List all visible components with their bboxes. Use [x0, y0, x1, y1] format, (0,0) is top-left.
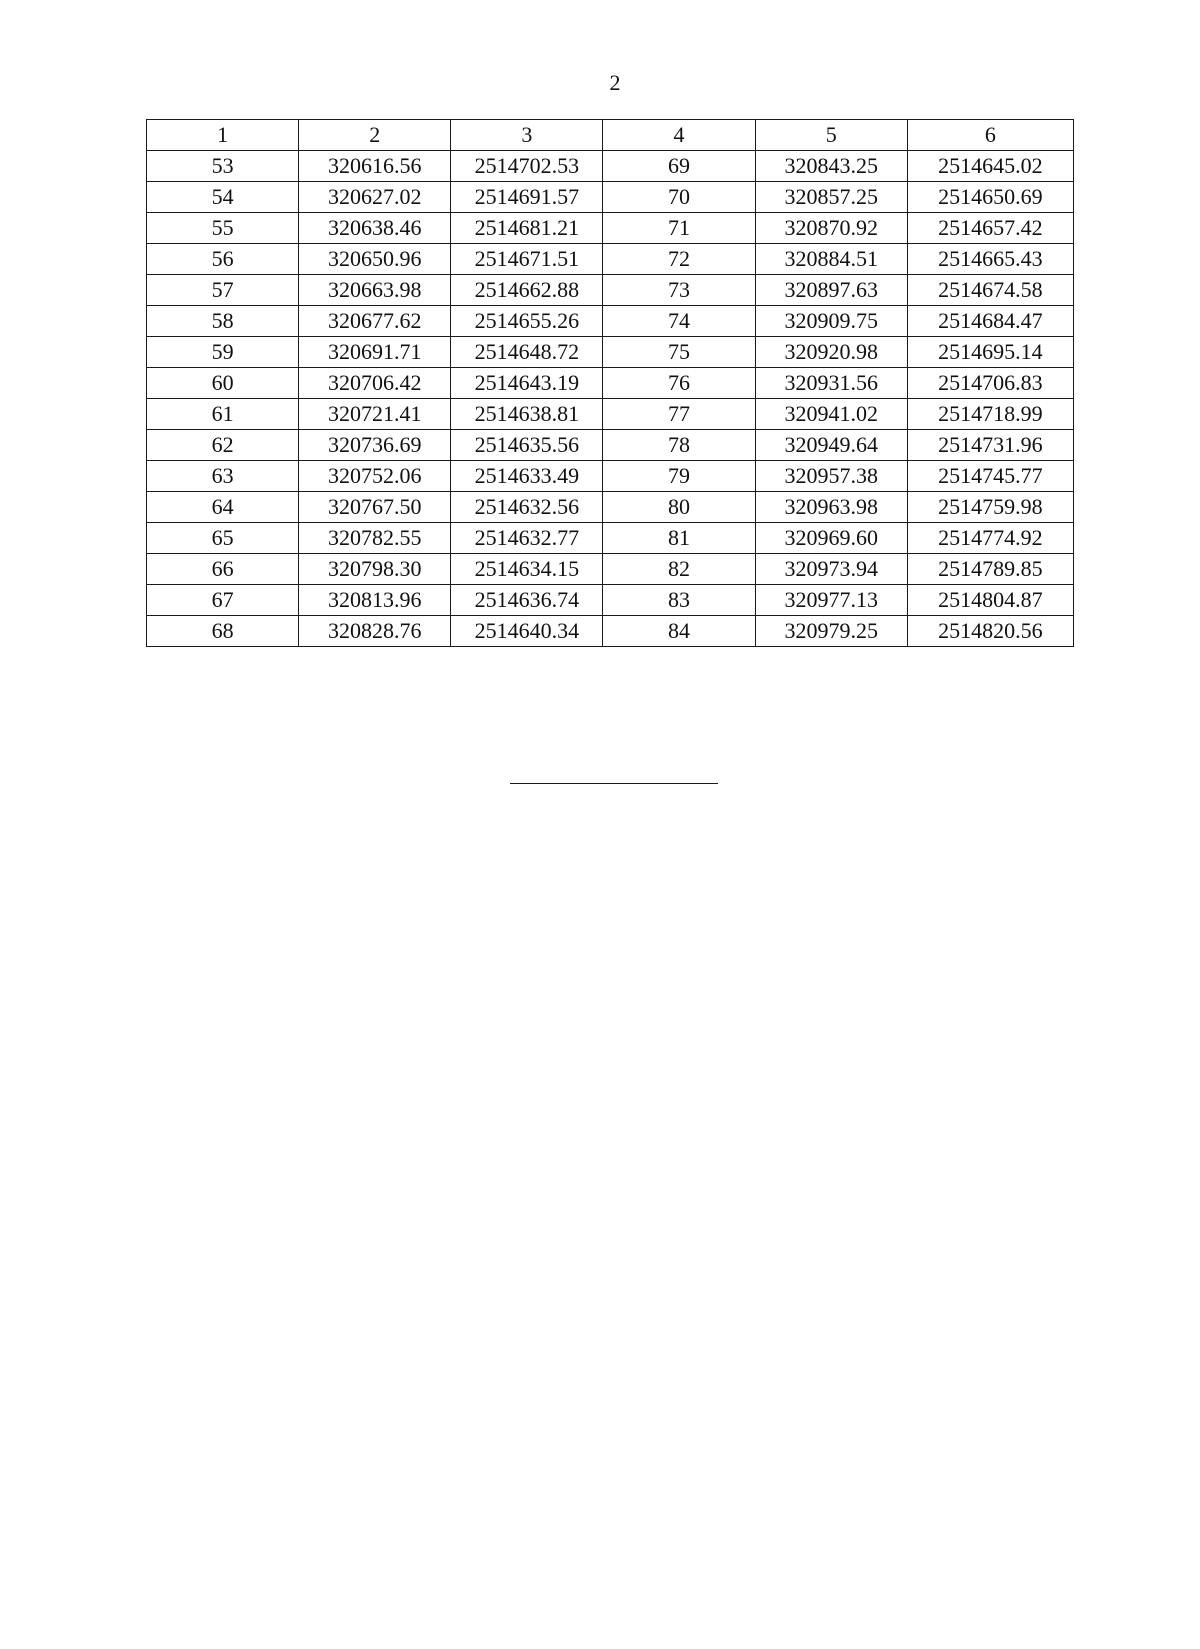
table-cell: 83	[603, 585, 755, 616]
coordinates-table-container	[146, 119, 1074, 647]
table-row	[147, 585, 1074, 616]
table-cell: 320767.50	[299, 492, 451, 523]
table-cell: 69	[603, 151, 755, 182]
table-row	[147, 368, 1074, 399]
table-cell: 320857.25	[755, 182, 907, 213]
table-cell: 320782.55	[299, 523, 451, 554]
table-cell: 2514636.74	[451, 585, 603, 616]
page-number: 2	[609, 70, 621, 95]
column-header: 6	[907, 120, 1073, 151]
table-cell: 2514632.77	[451, 523, 603, 554]
table-cell: 320920.98	[755, 337, 907, 368]
table-cell: 2514657.42	[907, 213, 1073, 244]
table-cell: 79	[603, 461, 755, 492]
end-divider-line	[510, 783, 718, 784]
table-cell: 2514731.96	[907, 430, 1073, 461]
table-cell: 320650.96	[299, 244, 451, 275]
table-cell: 320627.02	[299, 182, 451, 213]
table-cell: 60	[147, 368, 299, 399]
table-cell: 2514643.19	[451, 368, 603, 399]
table-cell: 320957.38	[755, 461, 907, 492]
table-cell: 320870.92	[755, 213, 907, 244]
table-cell: 70	[603, 182, 755, 213]
table-cell: 2514671.51	[451, 244, 603, 275]
table-cell: 2514665.43	[907, 244, 1073, 275]
table-cell: 320691.71	[299, 337, 451, 368]
table-cell: 75	[603, 337, 755, 368]
table-cell: 2514648.72	[451, 337, 603, 368]
table-cell: 2514632.56	[451, 492, 603, 523]
table-cell: 320931.56	[755, 368, 907, 399]
table-cell: 63	[147, 461, 299, 492]
table-row	[147, 275, 1074, 306]
table-cell: 2514635.56	[451, 430, 603, 461]
table-cell: 2514640.34	[451, 616, 603, 647]
column-header: 5	[755, 120, 907, 151]
table-cell: 320977.13	[755, 585, 907, 616]
table-cell: 2514820.56	[907, 616, 1073, 647]
table-cell: 320706.42	[299, 368, 451, 399]
table-cell: 320843.25	[755, 151, 907, 182]
table-cell: 320884.51	[755, 244, 907, 275]
table-cell: 72	[603, 244, 755, 275]
table-cell: 2514774.92	[907, 523, 1073, 554]
table-cell: 2514759.98	[907, 492, 1073, 523]
table-cell: 2514684.47	[907, 306, 1073, 337]
table-cell: 2514706.83	[907, 368, 1073, 399]
table-cell: 320828.76	[299, 616, 451, 647]
table-row	[147, 616, 1074, 647]
table-cell: 62	[147, 430, 299, 461]
table-cell: 320638.46	[299, 213, 451, 244]
table-cell: 2514702.53	[451, 151, 603, 182]
table-cell: 2514650.69	[907, 182, 1073, 213]
table-cell: 68	[147, 616, 299, 647]
table-cell: 2514691.57	[451, 182, 603, 213]
table-cell: 58	[147, 306, 299, 337]
table-cell: 2514695.14	[907, 337, 1073, 368]
table-cell: 320813.96	[299, 585, 451, 616]
table-cell: 2514633.49	[451, 461, 603, 492]
table-body	[147, 151, 1074, 647]
table-cell: 320677.62	[299, 306, 451, 337]
table-cell: 320663.98	[299, 275, 451, 306]
table-cell: 65	[147, 523, 299, 554]
table-cell: 320721.41	[299, 399, 451, 430]
column-header: 4	[603, 120, 755, 151]
table-cell: 2514804.87	[907, 585, 1073, 616]
table-cell: 2514718.99	[907, 399, 1073, 430]
table-cell: 2514645.02	[907, 151, 1073, 182]
table-cell: 2514674.58	[907, 275, 1073, 306]
table-row	[147, 492, 1074, 523]
table-row	[147, 337, 1074, 368]
table-cell: 320897.63	[755, 275, 907, 306]
table-cell: 320973.94	[755, 554, 907, 585]
table-cell: 55	[147, 213, 299, 244]
table-cell: 320963.98	[755, 492, 907, 523]
table-row	[147, 213, 1074, 244]
table-cell: 53	[147, 151, 299, 182]
table-cell: 56	[147, 244, 299, 275]
table-cell: 78	[603, 430, 755, 461]
table-cell: 2514638.81	[451, 399, 603, 430]
table-cell: 67	[147, 585, 299, 616]
table-row	[147, 399, 1074, 430]
table-row	[147, 554, 1074, 585]
table-cell: 2514634.15	[451, 554, 603, 585]
column-header: 2	[299, 120, 451, 151]
table-row	[147, 182, 1074, 213]
table-row	[147, 523, 1074, 554]
table-row	[147, 244, 1074, 275]
table-cell: 320798.30	[299, 554, 451, 585]
table-row	[147, 430, 1074, 461]
table-cell: 2514681.21	[451, 213, 603, 244]
table-cell: 77	[603, 399, 755, 430]
table-cell: 73	[603, 275, 755, 306]
table-cell: 320616.56	[299, 151, 451, 182]
table-cell: 320909.75	[755, 306, 907, 337]
table-row	[147, 306, 1074, 337]
table-cell: 76	[603, 368, 755, 399]
table-cell: 2514655.26	[451, 306, 603, 337]
table-cell: 66	[147, 554, 299, 585]
table-cell: 64	[147, 492, 299, 523]
table-cell: 2514745.77	[907, 461, 1073, 492]
table-row	[147, 461, 1074, 492]
table-cell: 59	[147, 337, 299, 368]
table-cell: 320941.02	[755, 399, 907, 430]
table-cell: 320752.06	[299, 461, 451, 492]
table-cell: 84	[603, 616, 755, 647]
table-cell: 61	[147, 399, 299, 430]
table-cell: 320949.64	[755, 430, 907, 461]
table-cell: 57	[147, 275, 299, 306]
coordinates-table	[146, 119, 1074, 647]
table-cell: 71	[603, 213, 755, 244]
table-cell: 80	[603, 492, 755, 523]
table-cell: 74	[603, 306, 755, 337]
table-cell: 2514662.88	[451, 275, 603, 306]
table-cell: 320736.69	[299, 430, 451, 461]
table-cell: 81	[603, 523, 755, 554]
table-cell: 320979.25	[755, 616, 907, 647]
column-header: 1	[147, 120, 299, 151]
table-cell: 54	[147, 182, 299, 213]
table-cell: 320969.60	[755, 523, 907, 554]
table-cell: 2514789.85	[907, 554, 1073, 585]
table-cell: 82	[603, 554, 755, 585]
table-header-row	[147, 120, 1074, 151]
column-header: 3	[451, 120, 603, 151]
table-row	[147, 151, 1074, 182]
